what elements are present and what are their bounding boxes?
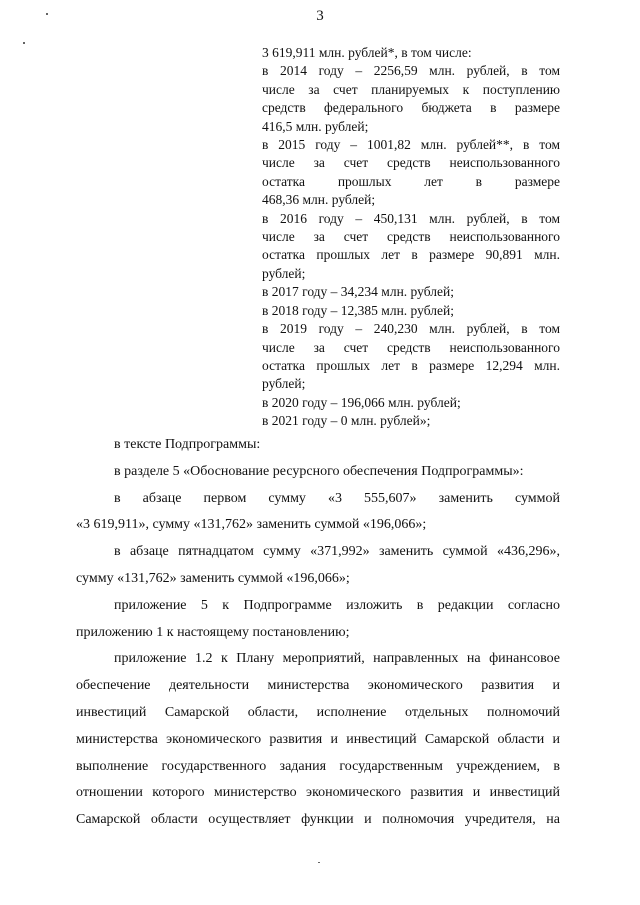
funding-line: в 2019 году – 240,230 млн. рублей, в том — [262, 321, 560, 337]
body-line: министерства экономического развития и инвестиций Самарской области и — [76, 731, 560, 747]
scan-mark — [318, 862, 320, 863]
body-line: в разделе 5 «Обоснование ресурсного обеспечения Подпрограммы»: — [114, 463, 524, 479]
funding-line: числе за счет средств неиспользованного — [262, 339, 560, 355]
funding-line: средств федерального бюджета в размере — [262, 100, 560, 116]
funding-line: числе за счет планируемых к поступлению — [262, 81, 560, 97]
funding-line: в 2016 году – 450,131 млн. рублей, в том — [262, 210, 560, 226]
body-line: приложение 5 к Подпрограмме изложить в редакции согласно — [114, 597, 560, 613]
funding-line: остатка прошлых лет в размере 90,891 млн. — [262, 247, 560, 263]
funding-line: в 2017 году – 34,234 млн. рублей; — [262, 284, 454, 300]
funding-line: остатка прошлых лет в размере — [262, 173, 560, 189]
funding-line: числе за счет средств неиспользованного — [262, 155, 560, 171]
body-line: инвестиций Самарской области, исполнение отдельных полномочий — [76, 704, 560, 720]
body-line: обеспечение деятельности министерства экономического развития и — [76, 678, 560, 694]
funding-line: в 2018 году – 12,385 млн. рублей; — [262, 302, 454, 318]
funding-line: 416,5 млн. рублей; — [262, 118, 369, 134]
funding-line: в 2020 году – 196,066 млн. рублей; — [262, 394, 461, 410]
funding-line: в 2015 году – 1001,82 млн. рублей**, в том — [262, 137, 560, 153]
body-line: в тексте Подпрограммы: — [114, 437, 261, 452]
body-line: сумму «131,762» заменить суммой «196,066»; — [76, 570, 350, 586]
body-line: приложению 1 к настоящему постановлению; — [76, 624, 350, 640]
funding-line: в 2014 году – 2256,59 млн. рублей, в том — [262, 63, 560, 79]
body-line: в абзаце первом сумму «3 555,607» заменить суммой — [114, 490, 560, 506]
body-text — [76, 432, 560, 834]
body-line: выполнение государственного задания государственным учреждением, в — [76, 758, 560, 774]
page-number: 3 — [316, 8, 324, 24]
body-line: Самарской области осуществляет функции и полномочия учредителя, на — [76, 812, 560, 828]
funding-line: рублей; — [262, 265, 306, 281]
funding-line: рублей; — [262, 376, 306, 392]
funding-line: числе за счет средств неиспользованного — [262, 229, 560, 245]
scan-speck — [46, 13, 48, 15]
funding-block — [262, 44, 560, 431]
body-line: отношении которого министерство экономического развития и инвестиций — [76, 785, 560, 801]
body-line: в абзаце пятнадцатом сумму «371,992» заменить суммой «436,296», — [114, 544, 560, 560]
funding-line: остатка прошлых лет в размере 12,294 млн. — [262, 357, 560, 373]
body-line: приложение 1.2 к Плану мероприятий, направленных на финансовое — [114, 651, 560, 667]
funding-line: в 2021 году – 0 млн. рублей»; — [262, 413, 431, 429]
funding-line: 468,36 млн. рублей; — [262, 192, 376, 208]
body-line: «3 619,911», сумму «131,762» заменить суммой «196,066»; — [76, 517, 427, 533]
funding-line: 3 619,911 млн. рублей*, в том числе: — [262, 45, 472, 60]
scan-speck — [23, 42, 25, 44]
